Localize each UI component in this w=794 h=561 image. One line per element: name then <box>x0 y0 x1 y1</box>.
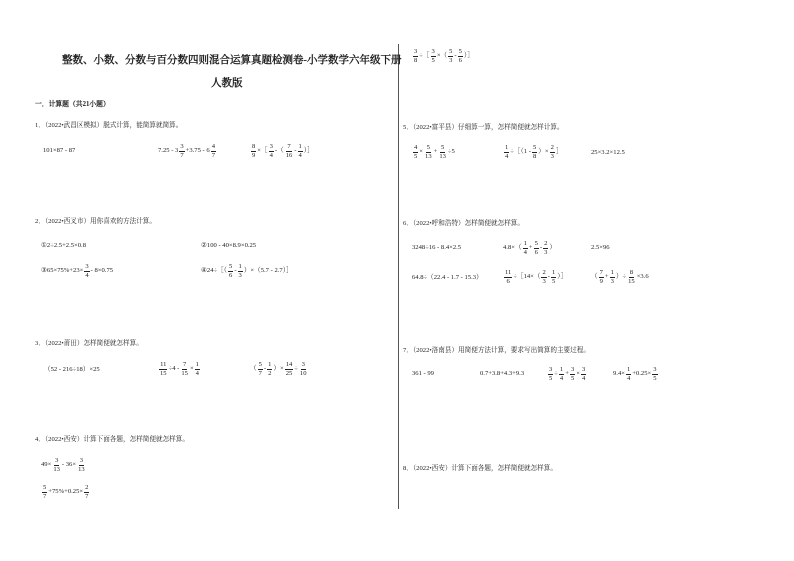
q6-expr-2: 4.8×（ 1 4 + $\frac{5}{6}$ - 2 3 ） <box>503 240 556 256</box>
q7-expr-4: 9.4× $\frac{1}{4}$ +0.25× $\frac{3}{5}$ <box>613 366 657 382</box>
q6-expr-1: 3248÷16 - 8.4×2.5 <box>412 244 462 251</box>
q1-expr-2: 7.25 - 3 3 7 +3.75 - 6 4 7 <box>158 143 215 159</box>
q2-expr-1: ①2÷2.5+2.5×0.8 <box>41 242 86 249</box>
q6-expr-5: $\frac{11}{6}$ ÷［14×（ 2 3 - 1 5 ）］ <box>505 269 568 285</box>
q5-expr-3: 25×3.2×12.5 <box>591 149 625 156</box>
q4-expr-1: 49× $\frac{3}{13}$ - 36× $\frac{3}{13}$ <box>41 457 85 473</box>
q7-expr-1: 361 - 99 <box>412 370 434 377</box>
q4-expr-3: $\frac{3}{8}$ ÷［ $\frac{3}{5}$ ×（ 5 3 - 5 6 ）］ <box>414 48 474 64</box>
question-7-label: 7．（2022•洛南县）用简便方法计算，要求写出简算的主要过程。 <box>403 347 590 354</box>
q5-expr-2: $\frac{1}{4}$ ÷［（1 - 5 8 ）× $\frac{2}{3}$ ］ <box>505 144 563 160</box>
q3-expr-1: （52 - 216÷18）×25 <box>44 366 100 373</box>
q2-expr-4: ④24÷［（ 5 6 - 1 3 ）×（5.7 - 2.7）］ <box>201 263 293 279</box>
q6-expr-4: 64.8÷（22.4 - 1.7 - 15.3） <box>412 274 483 281</box>
q1-expr-3: $\frac{8}{9}$ ×［ 3 4 -（ 7 16 - 1 4 ）］ <box>252 143 314 159</box>
question-3-label: 3．（2022•莆田）怎样简便就怎样算。 <box>35 340 143 347</box>
question-1-label: 1．（2022•武昌区模拟）脱式计算，能简算就简算。 <box>35 122 183 129</box>
question-4-label: 4．（2022•西安）计算下面各题，怎样简便就怎样算。 <box>35 436 189 443</box>
q6-expr-3: 2.5×96 <box>591 244 610 251</box>
page-subtitle: 人教版 <box>211 78 243 89</box>
q6-expr-6: （ 7 9 + $\frac{1}{3}$ ）÷ $\frac{8}{15}$ ×3.6 <box>591 269 649 285</box>
question-6-label: 6．（2022•呼和浩特）怎样简便就怎样算。 <box>403 220 524 227</box>
q2-expr-3: ③65×75%+23× $\frac{3}{4}$ - 8×0.75 <box>41 263 114 279</box>
q1-expr-1: 101×87 - 87 <box>43 147 76 154</box>
q3-expr-3: （ 5 7 - 1 2 ）× $\frac{14}{25}$ ÷ $\frac{3}{10}$ <box>250 361 307 377</box>
q4-expr-2: 5 7 +75%+0.25× $\frac{2}{7}$ <box>43 484 89 500</box>
question-2-label: 2．（2022•西叉市）用你喜欢的方法计算。 <box>35 218 156 225</box>
q2-expr-2: ②100 - 40×8.9×0.25 <box>201 242 257 249</box>
q7-expr-2: 0.7+3.8+4.3+9.3 <box>480 370 525 377</box>
section-heading: 一．计算题（共21小题） <box>35 101 110 108</box>
q7-expr-3: $\frac{3}{5}$ ÷ $\frac{1}{4}$ + $\frac{3}{5}$ × $\frac{3}{4}$ <box>549 366 586 382</box>
column-divider <box>398 44 399 509</box>
page-title: 整数、小数、分数与百分数四则混合运算真题检测卷-小学数学六年级下册 <box>62 55 402 66</box>
question-5-label: 5．（2022•富平县）仔细算一算，怎样简便就怎样计算。 <box>403 124 564 131</box>
q3-expr-2: $\frac{11}{15}$ ÷4 - $\frac{7}{15}$ × $\frac{1}{4}$ <box>160 361 199 377</box>
q5-expr-1: $\frac{4}{5}$ × $\frac{5}{13}$ + $\frac{5}{13}$ ÷5 <box>414 144 455 160</box>
question-8-label: 8．（2022•西安）计算下面各题，怎样简便就怎样算。 <box>403 465 557 472</box>
